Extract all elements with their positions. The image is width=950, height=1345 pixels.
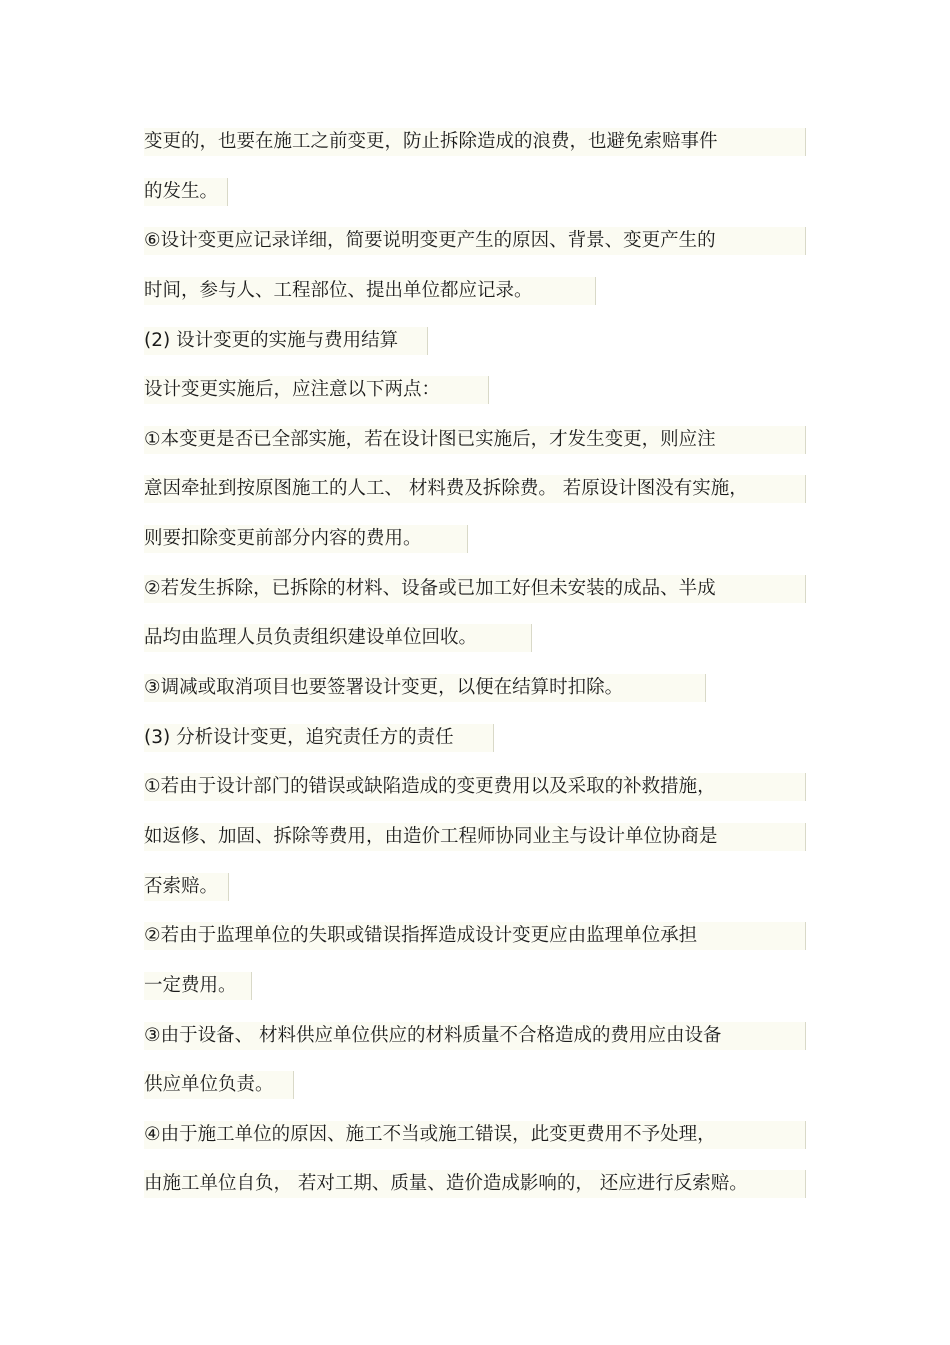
text-line-15: 如返修、加固、拆除等费用，由造价工程师协同业主与设计单位协商是 (144, 823, 806, 851)
text-line-3: ⑥设计变更应记录详细，简要说明变更产生的原因、背景、变更产生的 (144, 227, 806, 255)
text-line-4: 时间，参与人、工程部位、提出单位都应记录。 (144, 277, 596, 305)
text-line-19: ③由于设备、 材料供应单位供应的材料质量不合格造成的费用应由设备 (144, 1022, 806, 1050)
text-line-10: ②若发生拆除，已拆除的材料、设备或已加工好但未安装的成品、半成 (144, 575, 806, 603)
text-line-6: 设计变更实施后，应注意以下两点： (144, 376, 489, 404)
text-line-1: 变更的，也要在施工之前变更，防止拆除造成的浪费，也避免索赔事件 (144, 128, 806, 156)
text-line-12: ③调减或取消项目也要签署设计变更，以便在结算时扣除。 (144, 674, 706, 702)
text-line-8: 意因牵扯到按原图施工的人工、 材料费及拆除费。 若原设计图没有实施， (144, 475, 806, 503)
text-line-16: 否索赔。 (144, 873, 229, 901)
document-body (144, 128, 806, 1220)
text-line-11: 品均由监理人员负责组织建设单位回收。 (144, 624, 532, 652)
text-line-20: 供应单位负责。 (144, 1071, 294, 1099)
text-line-14: ①若由于设计部门的错误或缺陷造成的变更费用以及采取的补救措施， (144, 773, 806, 801)
text-line-9: 则要扣除变更前部分内容的费用。 (144, 525, 468, 553)
text-line-17: ②若由于监理单位的失职或错误指挥造成设计变更应由监理单位承担 (144, 922, 806, 950)
section-heading-2: (2) 设计变更的实施与费用结算 (144, 327, 428, 355)
text-line-18: 一定费用。 (144, 972, 252, 1000)
text-line-2: 的发生。 (144, 178, 228, 206)
text-line-7: ①本变更是否已全部实施，若在设计图已实施后，才发生变更，则应注 (144, 426, 806, 454)
section-heading-3: (3) 分析设计变更，追究责任方的责任 (144, 724, 494, 752)
text-line-22: 由施工单位自负， 若对工期、质量、造价造成影响的， 还应进行反索赔。 (144, 1170, 806, 1198)
text-line-21: ④由于施工单位的原因、施工不当或施工错误，此变更费用不予处理， (144, 1121, 806, 1149)
